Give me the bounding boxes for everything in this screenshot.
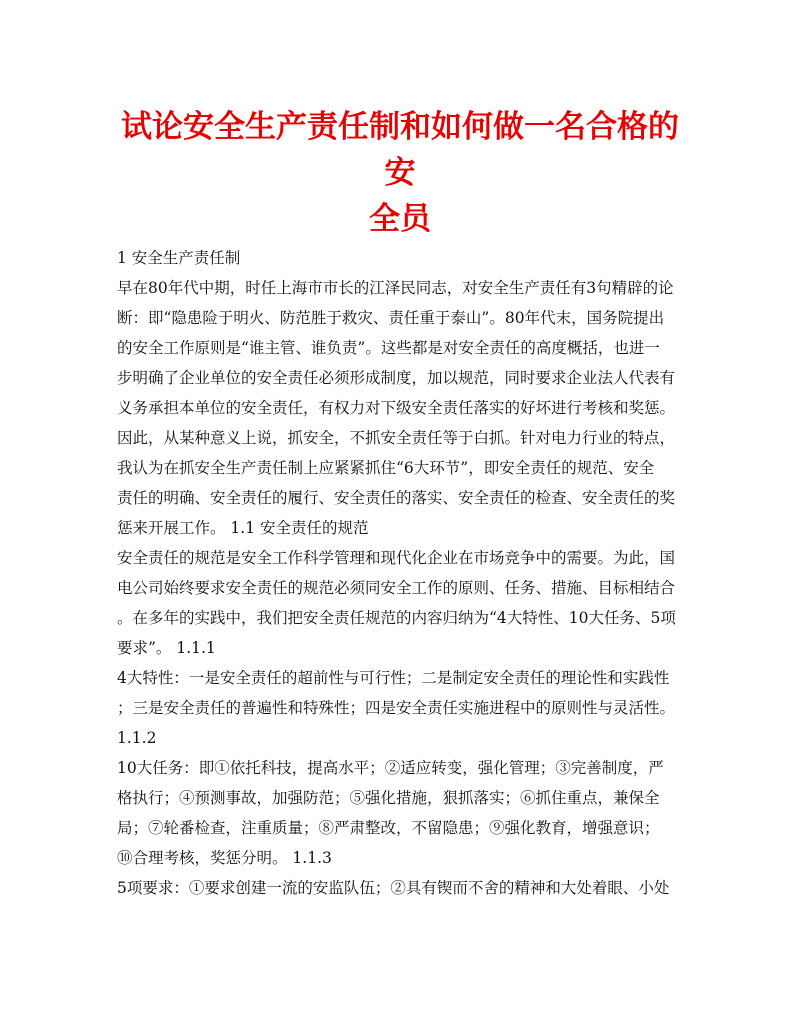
body-text-line: 我认为在抓安全生产责任制上应紧紧抓住“6大环节”，即安全责任的规范、安全: [117, 459, 655, 477]
document-title: [110, 104, 690, 242]
body-text-line: 4大特性：一是安全责任的超前性与可行性；二是制定安全责任的理论性和实践性: [117, 669, 670, 687]
body-text-line: 责任的明确、安全责任的履行、安全责任的落实、安全责任的检查、安全责任的奖: [117, 489, 676, 507]
body-text-line: ；三是安全责任的普遍性和特殊性；四是安全责任实施进程中的原则性与灵活性。: [117, 699, 676, 717]
body-text-line: 10大任务：即①依托科技，提高水平；②适应转变，强化管理；③完善制度，严: [117, 759, 664, 777]
body-text-line: 电公司始终要求安全责任的规范必须同安全工作的原则、任务、措施、目标相结合: [117, 579, 676, 597]
body-text-line: 的安全工作原则是“谁主管、谁负责”。这些都是对安全责任的高度概括，也进一: [117, 339, 660, 357]
body-text-line: 步明确了企业单位的安全责任必须形成制度，加以规范，同时要求企业法人代表有: [117, 369, 676, 387]
body-text-line: 义务承担本单位的安全责任，有权力对下级安全责任落实的好坏进行考核和奖惩。: [117, 399, 676, 417]
body-text-line: 格执行；④预测事故，加强防范；⑤强化措施，狠抓落实；⑥抓住重点，兼保全: [117, 789, 660, 807]
body-text-line: 要求”。 1.1.1: [117, 639, 216, 657]
body-text-line: 惩来开展工作。 1.1 安全责任的规范: [117, 519, 369, 537]
body-text-line: 因此，从某种意义上说，抓安全，不抓安全责任等于白抓。针对电力行业的特点，: [117, 429, 676, 447]
body-text-line: ⑩合理考核，奖惩分明。 1.1.3: [117, 849, 332, 867]
title-line: 全员: [369, 201, 431, 237]
section-heading: 1 安全生产责任制: [117, 249, 241, 267]
body-text-line: 断：即“隐患险于明火、防范胜于救灾、责任重于泰山”。80年代末，国务院提出: [117, 309, 665, 327]
title-line: 试论安全生产责任制和如何做一名合格的安: [121, 109, 679, 191]
body-text-line: 。在多年的实践中，我们把安全责任规范的内容归纳为“4大特性、10大任务、5项: [117, 609, 676, 627]
body-text-line: 安全责任的规范是安全工作科学管理和现代化企业在市场竞争中的需要。为此，国: [117, 549, 676, 567]
body-text-line: 早在80年代中期，时任上海市市长的江泽民同志，对安全生产责任有3句精辟的论: [117, 279, 674, 297]
body-text-line: 1.1.2: [117, 729, 157, 747]
body-text-line: 局；⑦轮番检查，注重质量；⑧严肃整改，不留隐患；⑨强化教育，增强意识；: [117, 819, 660, 837]
document-body: [117, 243, 687, 903]
body-text-line: 5项要求：①要求创建一流的安监队伍；②具有锲而不舍的精神和大处着眼、小处: [117, 879, 670, 897]
